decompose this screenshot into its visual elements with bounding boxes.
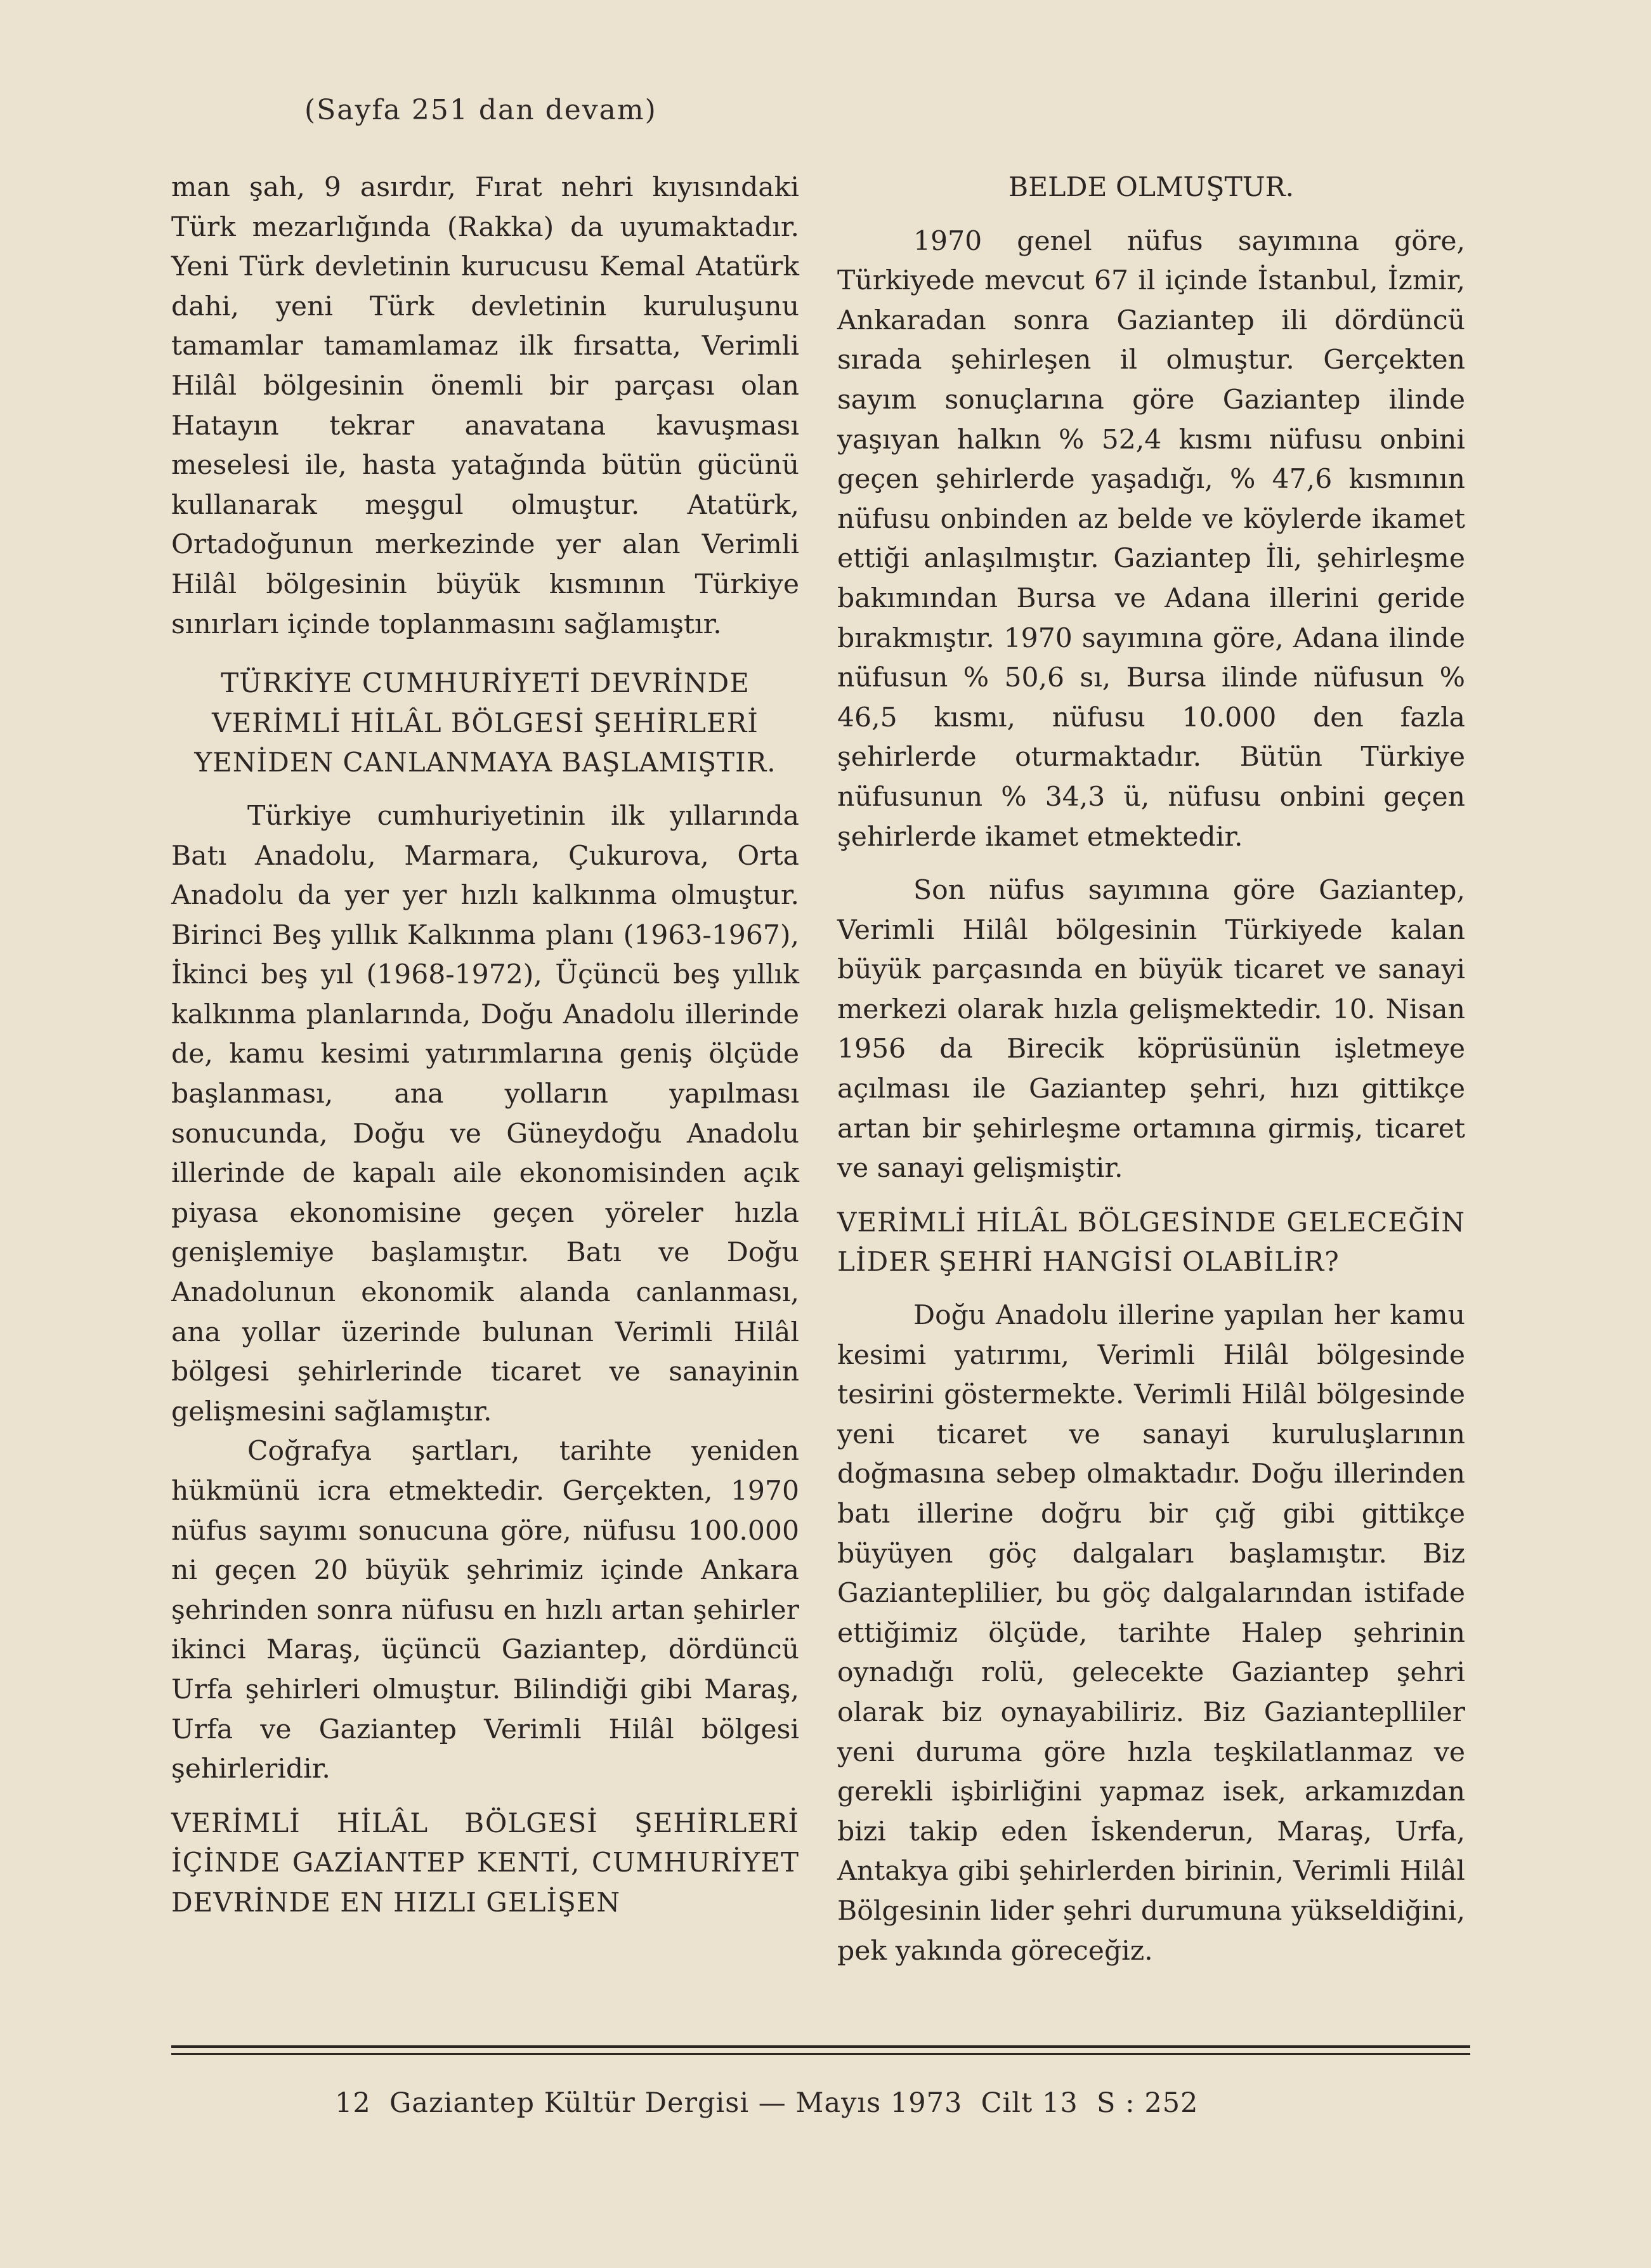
paragraph: 1970 genel nüfus sayımına göre, Türkiyede mevcut 67 il içinde İstanbul, İzmir, Ankaradan sonra Gaziantep ili dördüncü sırada şehirleşen il olmuştur. Gerçekten sayım sonuçlarına göre Gaziantep ilinde yaşıyan halkın % 52,4 kısmı nüfusu onbini geçen şehirlerde yaşadığı, % 47,6 kısmının nüfusu onbinden az belde ve köylerde ikamet ettiği anlaşılmıştır. Gaziantep İli, şehirleşme bakımından Bursa ve Adana illerini geride bırakmıştır. 1970 sayımına göre, Adana ilinde nüfusun % 50,6 sı, Bursa ilinde nüfusun % 46,5 kısmı, nüfusu 10.000 den fazla şehirlerde oturmaktadır. Bütün Türkiye nüfusunun % 34,3 ü, nüfusu onbini geçen şehirlerde ikamet etmektedir. — [837, 225, 1465, 853]
page-header: (Sayfa 251 dan devam) — [304, 94, 657, 126]
left-column — [171, 168, 799, 1923]
paragraph: Doğu Anadolu illerine yapılan her kamu kesimi yatırımı, Verimli Hilâl bölgesinde tesirini göstermekte. Verimli Hilâl bölgesinde yeni ticaret ve sanayi kuruluşlarının doğmasına sebep olmaktadır. Doğu illerinden batı illerine doğru bir çığ gibi gittikçe büyüyen göç dalgaları başlamıştır. Biz Gazianteplilier, bu göç dalgalarından istifade ettiğimiz ölçüde, tarihte Halep şehrinin oynadığı rolü, gelecekte Gaziantep şehri olarak biz oynayabiliriz. Biz Gazianteplliler yeni duruma göre hızla teşkilatlanmaz ve gerekli işbirliğini yapmaz isek, arkamızdan bizi takip eden İskenderun, Maraş, Urfa, Antakya gibi şehirlerden birinin, Verimli Hilâl Bölgesinin lider şehri durumuna yükseldiğini, pek yakında göreceğiz. — [837, 1300, 1465, 1967]
right-column — [837, 168, 1465, 1971]
heading-continuation: BELDE OLMUŞTUR. — [1008, 172, 1295, 203]
page-footer: 12 Gaziantep Kültür Dergisi — Mayıs 1973 Cilt 13 S : 252 — [335, 2087, 1199, 2119]
footer-rule — [171, 2045, 1470, 2048]
footer-rule — [171, 2053, 1470, 2055]
section-heading: VERİMLİ HİLÂL BÖLGESİ ŞEHİRLERİ İÇİNDE GAZİANTEP KENTİ, CUMHURİYET DEVRİNDE EN HIZLI GELİŞEN — [171, 1807, 799, 1918]
paragraph: man şah, 9 asırdır, Fırat nehri kıyısındaki Türk mezarlığında (Rakka) da uyumaktadır. Yeni Türk devletinin kurucusu Kemal Atatürk dahi, yeni Türk devletinin kuruluşunu tamamlar tamamlamaz ilk fırsatta, Verimli Hilâl bölgesinin önemli bir parçası olan Hatayın tekrar anavatana kavuşması meselesi ile, hasta yatağında bütün gücünü kullanarak meşgul olmuştur. Atatürk, Ortadoğunun merkezinde yer alan Verimli Hilâl bölgesinin büyük kısmının Türkiye sınırları içinde toplanmasını sağlamıştır. — [171, 172, 799, 640]
paragraph: Türkiye cumhuriyetinin ilk yıllarında Batı Anadolu, Marmara, Çukurova, Orta Anadolu da yer yer hızlı kalkınma olmuştur. Birinci Beş yıllık Kalkınma planı (1963-1967), İkinci beş yıl (1968-1972), Üçüncü beş yıllık kalkınma planlarında, Doğu Anadolu illerinde de, kamu kesimi yatırımlarına geniş ölçüde başlanması, ana yolların yapılması sonucunda, Doğu ve Güneydoğu Anadolu illerinde de kapalı aile ekonomisinden açık piyasa ekonomisine geçen yöreler hızla genişlemiye başlamıştır. Batı ve Doğu Anadolunun ekonomik alanda canlanması, ana yollar üzerinde bulunan Verimli Hilâl bölgesi şehirlerinde ticaret ve sanayinin gelişmesini sağlamıştır. — [171, 800, 799, 1427]
paragraph: Son nüfus sayımına göre Gaziantep, Verimli Hilâl bölgesinin Türkiyede kalan büyük parçasında en büyük ticaret ve sanayi merkezi olarak hızla gelişmektedir. 10. Nisan 1956 da Birecik köprüsünün işletmeye açılması ile Gaziantep şehri, hızı gittikçe artan bir şehirleşme ortamına girmiş, ticaret ve sanayi gelişmiştir. — [837, 875, 1465, 1184]
paragraph: Coğrafya şartları, tarihte yeniden hükmünü icra etmektedir. Gerçekten, 1970 nüfus sayımı sonucuna göre, nüfusu 100.000 ni geçen 20 büyük şehrimiz içinde Ankara şehrinden sonra nüfusu en hızlı artan şehirler ikinci Maraş, üçüncü Gaziantep, dördüncü Urfa şehirleri olmuştur. Bilindiği gibi Maraş, Urfa ve Gaziantep Verimli Hilâl bölgesi şehirleridir. — [171, 1436, 799, 1785]
section-heading: VERİMLİ HİLÂL BÖLGESİNDE GELECEĞİN LİDER ŞEHRİ HANGİSİ OLABİLİR? — [837, 1206, 1465, 1278]
section-heading: TÜRKİYE CUMHURİYETİ DEVRİNDE VERİMLİ HİLÂL BÖLGESİ ŞEHİRLERİ YENİDEN CANLANMAYA BAŞLAMIŞTIR. — [194, 667, 776, 778]
